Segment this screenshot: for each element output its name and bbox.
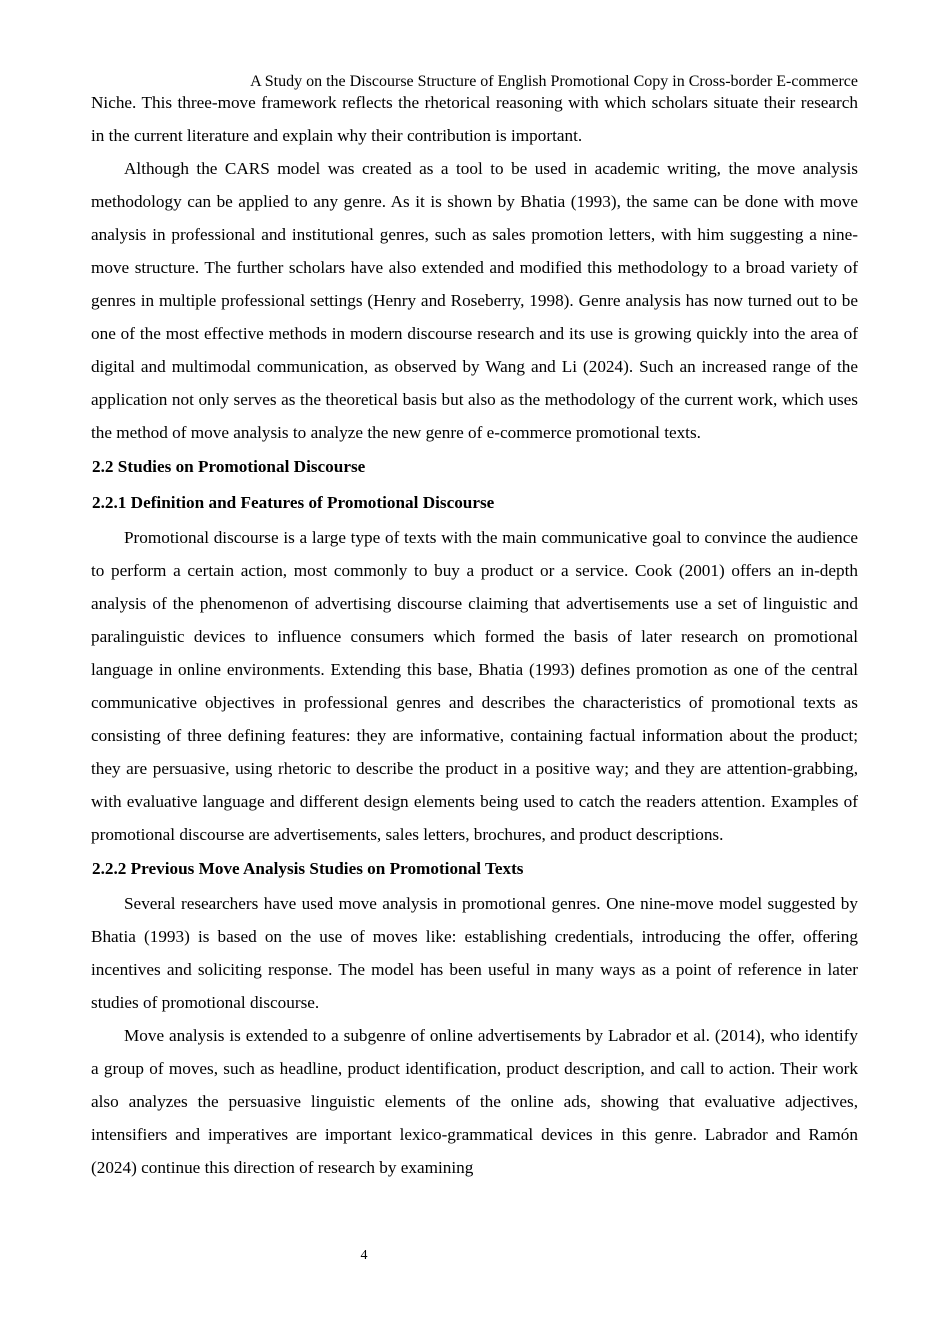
paragraph-online-ads: Move analysis is extended to a subgenre of online advertisements by Labrador et al. (2014), who identify a group of moves, such as headline, product identification, product description, and call to action. Their work also analyzes the persuasive linguistic elements of the online ads, showing that evaluative adjectives, intensifiers and imperatives are important lexico-grammatical devices in this genre. Labrador and Ramón (2024) continue this direction of research by examining — [91, 1026, 858, 1177]
running-header: A Study on the Discourse Structure of English Promotional Copy in Cross-border E-commerce — [250, 73, 858, 90]
page-body — [91, 86, 858, 1184]
paragraph-promotional-definition: Promotional discourse is a large type of texts with the main communicative goal to convince the audience to perform a certain action, most commonly to buy a product or a service. Cook (2001) offers an in-depth analysis of the phenomenon of advertising discourse claiming that advertisements use a set of linguistic and paralinguistic devices to influence consumers which formed the basis of later research on promotional language in online environments. Extending this base, Bhatia (1993) defines promotion as one of the central communicative objectives in professional genres and describes the characteristics of promotional texts as consisting of three defining features: they are informative, containing factual information about the product; they are persuasive, using rhetoric to describe the product in a positive way; and they are attention-grabbing, with evaluative language and different design elements being used to catch the readers attention. Examples of promotional discourse are advertisements, sales letters, brochures, and product descriptions. — [91, 528, 858, 844]
section-heading-2-2-2: 2.2.2 Previous Move Analysis Studies on Promotional Texts — [92, 859, 524, 878]
section-heading-2-2: 2.2 Studies on Promotional Discourse — [92, 457, 366, 476]
paragraph-continuation: Niche. This three-move framework reflects the rhetorical reasoning with which scholars situate their research in the current literature and explain why their contribution is important. — [91, 93, 858, 145]
paragraph-nine-move-model: Several researchers have used move analysis in promotional genres. One nine-move model suggested by Bhatia (1993) is based on the use of moves like: establishing credentials, introducing the offer, offering incentives and soliciting response. The model has been useful in many ways as a point of reference in later studies of promotional discourse. — [91, 894, 858, 1012]
page-number: 4 — [360, 1248, 368, 1263]
paragraph-cars-model: Although the CARS model was created as a tool to be used in academic writing, the move analysis methodology can be applied to any genre. As it is shown by Bhatia (1993), the same can be done with move analysis in professional and institutional genres, such as sales promotion letters, with him suggesting a nine-move structure. The further scholars have also extended and modified this methodology to a broad variety of genres in multiple professional settings (Henry and Roseberry, 1998). Genre analysis has now turned out to be one of the most effective methods in modern discourse research and its use is growing quickly into the area of digital and multimodal communication, as observed by Wang and Li (2024). Such an increased range of the application not only serves as the theoretical basis but also as the methodology of the current work, which uses the method of move analysis to analyze the new genre of e-commerce promotional texts. — [91, 159, 858, 442]
section-heading-2-2-1: 2.2.1 Definition and Features of Promotional Discourse — [92, 493, 495, 512]
